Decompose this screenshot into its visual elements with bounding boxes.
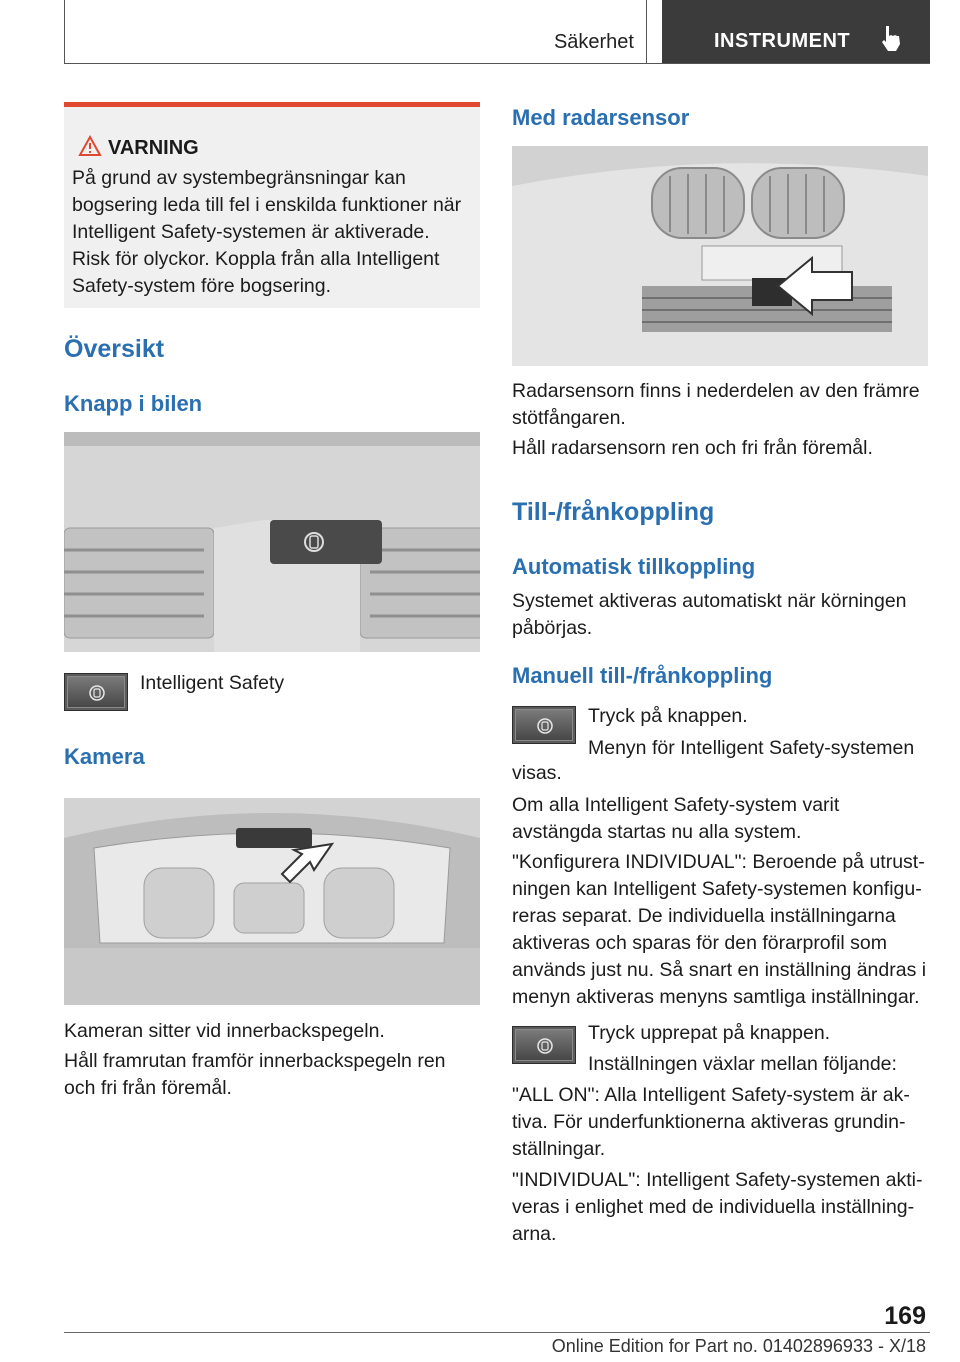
pointing-hand-icon [880,24,902,52]
radar-paragraph-2: Håll radarsensorn ren och fri från föremål. [512,437,873,459]
repeat-paragraph-1: "ALL ON": Alla Intelligent Safety-system är aktiva. För underfunktionerna aktiveras grundinställningar. [512,1084,910,1160]
manual-button-symbol [512,706,576,744]
repeat-step-1: Tryck upprepat på knappen. [588,1022,831,1044]
header-chapter-tab [662,0,930,64]
footer-edition: Online Edition for Part no. 01402896933 - X/18 [551,1336,926,1356]
camera-paragraph-2: Håll framrutan framför innerbackspegeln ren och fri från föremål. [64,1050,446,1099]
header-section-label: Säkerhet [553,31,634,53]
manual-step-1c: visas. [512,762,562,784]
repeat-button-symbol [512,1026,576,1064]
header-rule [64,63,930,64]
radar-paragraph-1: Radarsensorn finns i nederdelen av den främre stötfångaren. [512,380,920,429]
intelligent-safety-button-symbol [64,673,128,711]
camera-paragraph-1: Kameran sitter vid innerbackspegeln. [64,1020,385,1042]
manual-step-1: Tryck på knappen. [588,705,748,727]
camera-heading: Kamera [64,744,145,769]
car-shield-icon [537,1036,553,1056]
radar-sensor-image [512,146,928,366]
auto-heading: Automatisk tillkoppling [512,554,756,579]
button-heading: Knapp i bilen [64,391,203,416]
footer-rule [64,1332,930,1333]
toggle-heading: Till-/frånkoppling [512,498,715,526]
header-chapter-label: INSTRUMENT [714,30,851,52]
camera-location-image [64,798,480,1005]
auto-paragraph: Systemet aktiveras automatiskt när körningen påbörjas. [512,590,907,639]
manual-heading: Manuell till-/frånkoppling [512,663,773,688]
warning-box [64,102,480,308]
manual-step-1b: Menyn för Intelligent Safety-systemen [588,737,915,759]
car-shield-icon [89,683,105,703]
warning-text: På grund av systembegränsningar kan bogsering leda till fel i enskilda funktioner när Intelligent Safety-systemen är aktiverade. Risk för olyckor. Koppla från alla Intelligent Safety-system före bogsering. [72,167,462,297]
radar-heading: Med radarsensor [512,105,690,130]
warning-triangle-icon [78,135,102,157]
manual-paragraph-1: Om alla Intelligent Safety-system varit avstängda startas nu alla system. [512,794,840,843]
dashboard-button-image [64,432,480,652]
repeat-paragraph-2: "INDIVIDUAL": Intelligent Safety-systemen aktiveras i enlighet med de individuella inställningarna. [512,1169,923,1245]
repeat-step-1b: Inställningen växlar mellan följande: [588,1053,897,1075]
car-shield-icon [537,716,553,736]
header-section-tab [64,0,647,64]
manual-paragraph-2: "Konfigurera INDIVIDUAL": Beroende på utrustningen kan Intelligent Safety-systemen konfigureras separat. De individuella inställningarna aktiveras och sparas för den förarprofil som används just nu. Så snart en inställning ändras i menyn aktiveras menyns samtliga inställningar. [512,851,927,1008]
warning-title: VARNING [108,137,199,159]
button-caption: Intelligent Safety [140,672,285,694]
overview-heading: Översikt [64,335,165,363]
page-number: 169 [884,1302,926,1330]
